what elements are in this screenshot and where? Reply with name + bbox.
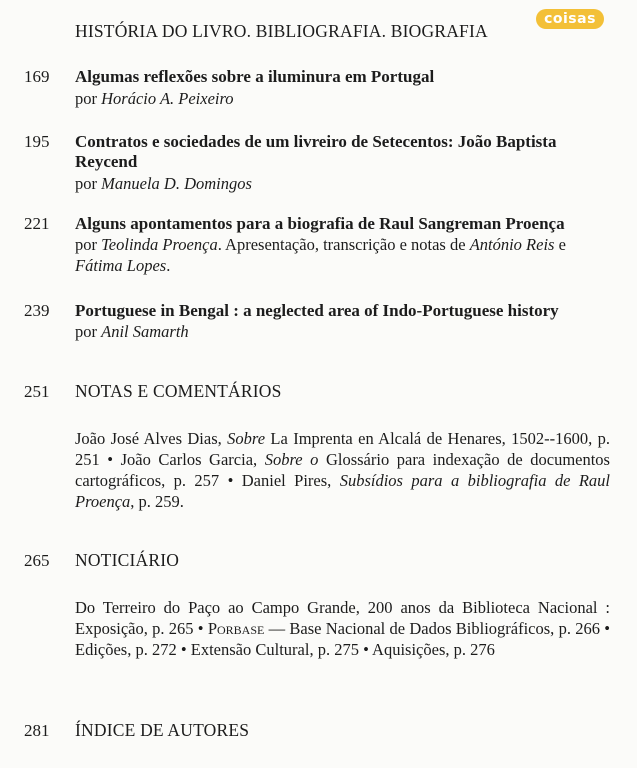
toc-entry-author: por Teolinda Proença. Apresentação, transcrição e notas de António Reis e Fátima Lopes. [75,235,566,275]
toc-entry-title: Portuguese in Bengal : a neglected area of Indo-Portuguese history [75,301,559,320]
toc-page-number: 281 [24,721,50,740]
toc-entry-author: por Anil Samarth [75,322,189,341]
section-heading-notas: NOTAS E COMENTÁRIOS [75,381,282,401]
author-name: Anil Samarth [101,322,189,341]
toc-page-number: 265 [24,551,50,570]
toc-entry-title: Contratos e sociedades de um livreiro de Setecentos: João Baptista Reycend [75,132,557,171]
porbase-smallcaps: Porbase [207,619,265,638]
toc-page-number: 251 [24,382,50,401]
author-name: Teolinda Proença [101,235,218,254]
toc-entry-title: Algumas reflexões sobre a iluminura em Portugal [75,67,435,86]
section-heading-historia: HISTÓRIA DO LIVRO. BIBLIOGRAFIA. BIOGRAFIA [75,21,488,41]
toc-page-number: 169 [24,67,50,86]
toc-entry-author: por Horácio A. Peixeiro [75,89,234,108]
toc-page-number: 221 [24,214,50,233]
toc-page-number: 239 [24,301,50,320]
section-heading-noticiario: NOTICIÁRIO [75,550,180,570]
toc-entry-title: Alguns apontamentos para a biografia de Raul Sangreman Proença [75,214,565,233]
section-heading-indice: ÍNDICE DE AUTORES [75,720,250,740]
author-name: António Reis [469,235,555,254]
coisas-watermark-logo: coisas [536,9,604,29]
toc-page-number: 195 [24,132,50,151]
author-name: Manuela D. Domingos [101,174,252,193]
author-name: Horácio A. Peixeiro [101,89,234,108]
toc-entry-author: por Manuela D. Domingos [75,174,252,193]
notas-paragraph: João José Alves Dias, Sobre La Imprenta en Alcalá de Henares, 1502--1600, p. 251 • João Carlos Garcia, Sobre o Glossário para indexação de documentos cartográficos, p. 257 • Daniel Pires, Subsídios para a bibliografia de Raul Proença, p. 259. [75,429,610,511]
author-name: Fátima Lopes [75,256,167,275]
noticiario-paragraph: Do Terreiro do Paço ao Campo Grande, 200 anos da Biblioteca Nacional : Exposição, p. 265 • Porbase — Base Nacional de Dados Bibliográficos, p. 266 • Edições, p. 272 • Extensão Cultural, p. 275 • Aquisições, p. 276 [75,598,610,659]
